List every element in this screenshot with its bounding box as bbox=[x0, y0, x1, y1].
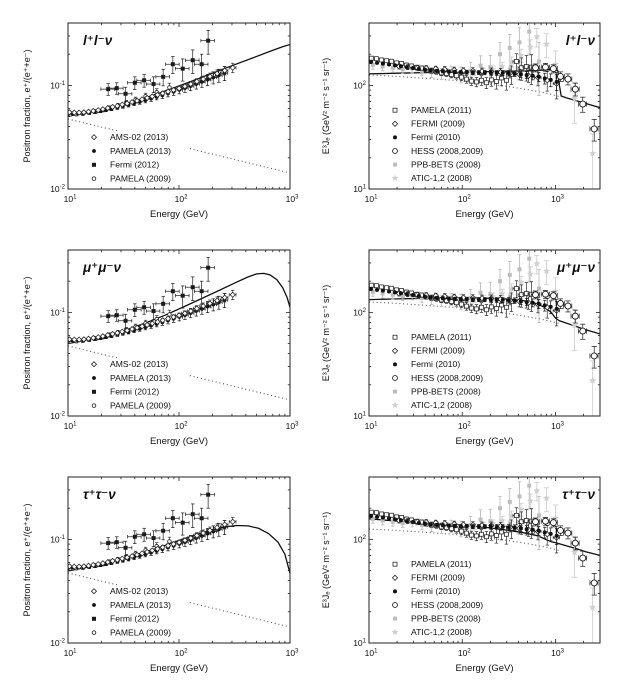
legend-label-fermi2012: Fermi (2012) bbox=[110, 386, 160, 397]
legend-label-pamela2013: PAMELA (2013) bbox=[110, 145, 171, 156]
y-tick-label: $10^2$ bbox=[353, 307, 366, 318]
legend-label-hess: HESS (2008,2009) bbox=[411, 145, 484, 156]
series-pamela2013 bbox=[70, 294, 228, 343]
y-axis-label: E³Jₑ (GeV² m⁻² s⁻¹ sr⁻¹) bbox=[321, 511, 331, 609]
x-tick-label: $10^2$ bbox=[457, 648, 471, 658]
series-ppbbets bbox=[371, 244, 541, 323]
panel-fraction-tautau bbox=[0, 454, 315, 680]
legend bbox=[385, 104, 499, 190]
legend-label-pamela2009: PAMELA (2009) bbox=[110, 627, 171, 638]
y-tick-label: $10^{-1}$ bbox=[50, 80, 65, 91]
y-axis-label: Positron fraction, e⁺/(e⁺+e⁻) bbox=[22, 276, 32, 390]
x-tick-label: $10^2$ bbox=[457, 421, 471, 431]
legend bbox=[385, 331, 499, 417]
legend-label-ppbbets: PPB-BETS (2008) bbox=[411, 613, 481, 624]
legend-label-ams02: AMS-02 (2013) bbox=[110, 132, 169, 142]
legend-label-fermi2010: Fermi (2010) bbox=[411, 586, 461, 597]
x-axis-label: Energy (GeV) bbox=[149, 436, 209, 447]
x-tick-label: $10^3$ bbox=[285, 648, 299, 658]
series-hess bbox=[531, 517, 598, 595]
legend-label-pamela2011: PAMELA (2011) bbox=[411, 332, 472, 342]
x-tick-label: $10^1$ bbox=[364, 421, 378, 431]
x-tick-label: $10^1$ bbox=[364, 194, 378, 204]
legend-label-fermi2012: Fermi (2012) bbox=[110, 613, 160, 624]
x-axis-label: Energy (GeV) bbox=[149, 663, 209, 674]
panel-title: τ⁺τ⁻ν bbox=[562, 487, 595, 502]
x-tick-label: $10^1$ bbox=[63, 194, 77, 204]
x-tick-label: $10^2$ bbox=[174, 648, 188, 658]
series-ams02 bbox=[67, 63, 236, 115]
x-tick-label: $10^3$ bbox=[285, 421, 299, 431]
x-tick-label: $10^3$ bbox=[551, 194, 564, 204]
panel-flux-ll bbox=[315, 0, 630, 226]
legend-label-pamela2011: PAMELA (2011) bbox=[411, 559, 472, 569]
y-tick-label: $10^2$ bbox=[353, 80, 366, 91]
legend-label-fermi2010: Fermi (2010) bbox=[411, 359, 461, 370]
x-tick-label: $10^1$ bbox=[63, 421, 77, 431]
series-ppbbets bbox=[371, 471, 541, 550]
y-tick-label: $10^{-2}$ bbox=[50, 184, 65, 194]
x-tick-label: $10^3$ bbox=[285, 194, 299, 204]
y-axis-label: E³Jₑ (GeV² m⁻² s⁻¹ sr⁻¹) bbox=[321, 57, 331, 155]
y-tick-label: $10^{-1}$ bbox=[50, 534, 65, 545]
x-tick-label: $10^1$ bbox=[364, 648, 378, 658]
y-tick-label: $10^{-2}$ bbox=[50, 638, 65, 648]
panel-title: l⁺l⁻ν bbox=[565, 33, 595, 48]
panel-title: τ⁺τ⁻ν bbox=[83, 487, 116, 502]
legend bbox=[84, 131, 188, 189]
legend-label-ams02: AMS-02 (2013) bbox=[110, 359, 169, 369]
legend-label-ppbbets: PPB-BETS (2008) bbox=[411, 159, 481, 170]
series-pamela2013 bbox=[70, 521, 228, 570]
legend-label-fermi2012: Fermi (2012) bbox=[110, 159, 160, 170]
legend-label-atic: ATIC-1,2 (2008) bbox=[411, 173, 472, 183]
y-tick-label: $10^{-1}$ bbox=[50, 307, 65, 318]
panel-flux-mumu bbox=[315, 227, 630, 453]
panel-title: μ⁺μ⁻ν bbox=[556, 260, 595, 275]
series-ppbbets bbox=[371, 17, 541, 96]
y-tick-label: $10^2$ bbox=[353, 534, 366, 545]
y-tick-label: $10^{-2}$ bbox=[50, 411, 65, 421]
panel-fraction-mumu bbox=[0, 227, 315, 453]
legend-label-ppbbets: PPB-BETS (2008) bbox=[411, 386, 481, 397]
series-ams02 bbox=[67, 517, 236, 569]
legend-label-hess: HESS (2008,2009) bbox=[411, 372, 484, 383]
y-axis-label: Positron fraction, e⁺/(e⁺+e⁻) bbox=[22, 503, 32, 617]
y-axis-label: Positron fraction, e⁺/(e⁺+e⁻) bbox=[22, 49, 32, 163]
x-axis-label: Energy (GeV) bbox=[149, 209, 209, 220]
x-tick-label: $10^3$ bbox=[551, 648, 564, 658]
legend bbox=[385, 558, 499, 644]
y-tick-label: $10^1$ bbox=[353, 411, 366, 421]
curve-frac_mumu bbox=[68, 273, 290, 343]
legend-label-pamela2011: PAMELA (2011) bbox=[411, 105, 472, 115]
panel-fraction-ll bbox=[0, 0, 315, 226]
legend-label-fermi2009: FERMI (2009) bbox=[411, 118, 465, 129]
legend-label-atic: ATIC-1,2 (2008) bbox=[411, 627, 472, 637]
series-hess bbox=[531, 63, 598, 141]
legend-label-pamela2013: PAMELA (2013) bbox=[110, 372, 171, 383]
legend bbox=[84, 358, 188, 416]
curve-frac_ll bbox=[68, 45, 290, 117]
legend-label-pamela2009: PAMELA (2009) bbox=[110, 173, 171, 184]
x-tick-label: $10^2$ bbox=[174, 421, 188, 431]
x-tick-label: $10^2$ bbox=[457, 194, 471, 204]
x-axis-label: Energy (GeV) bbox=[455, 663, 514, 674]
x-axis-label: Energy (GeV) bbox=[455, 436, 514, 447]
y-axis-label: E³Jₑ (GeV² m⁻² s⁻¹ sr⁻¹) bbox=[321, 284, 331, 382]
panel-title: μ⁺μ⁻ν bbox=[83, 260, 122, 275]
legend-label-fermi2009: FERMI (2009) bbox=[411, 572, 465, 583]
legend-label-atic: ATIC-1,2 (2008) bbox=[411, 400, 472, 410]
legend-label-fermi2009: FERMI (2009) bbox=[411, 345, 465, 356]
legend-label-fermi2010: Fermi (2010) bbox=[411, 132, 461, 143]
x-tick-label: $10^3$ bbox=[551, 421, 564, 431]
x-tick-label: $10^1$ bbox=[63, 648, 77, 658]
x-axis-label: Energy (GeV) bbox=[455, 209, 514, 220]
panel-title: l⁺l⁻ν bbox=[83, 33, 113, 48]
legend-label-ams02: AMS-02 (2013) bbox=[110, 586, 169, 596]
x-tick-label: $10^2$ bbox=[174, 194, 188, 204]
legend bbox=[84, 585, 188, 643]
series-hess bbox=[531, 290, 598, 368]
y-tick-label: $10^1$ bbox=[353, 184, 366, 194]
panel-flux-tautau bbox=[315, 454, 630, 680]
series-ams02 bbox=[67, 290, 236, 342]
series-pamela2013 bbox=[70, 67, 228, 116]
y-tick-label: $10^1$ bbox=[353, 638, 366, 648]
legend-label-pamela2009: PAMELA (2009) bbox=[110, 400, 171, 411]
legend-label-hess: HESS (2008,2009) bbox=[411, 599, 484, 610]
legend-label-pamela2013: PAMELA (2013) bbox=[110, 599, 171, 610]
